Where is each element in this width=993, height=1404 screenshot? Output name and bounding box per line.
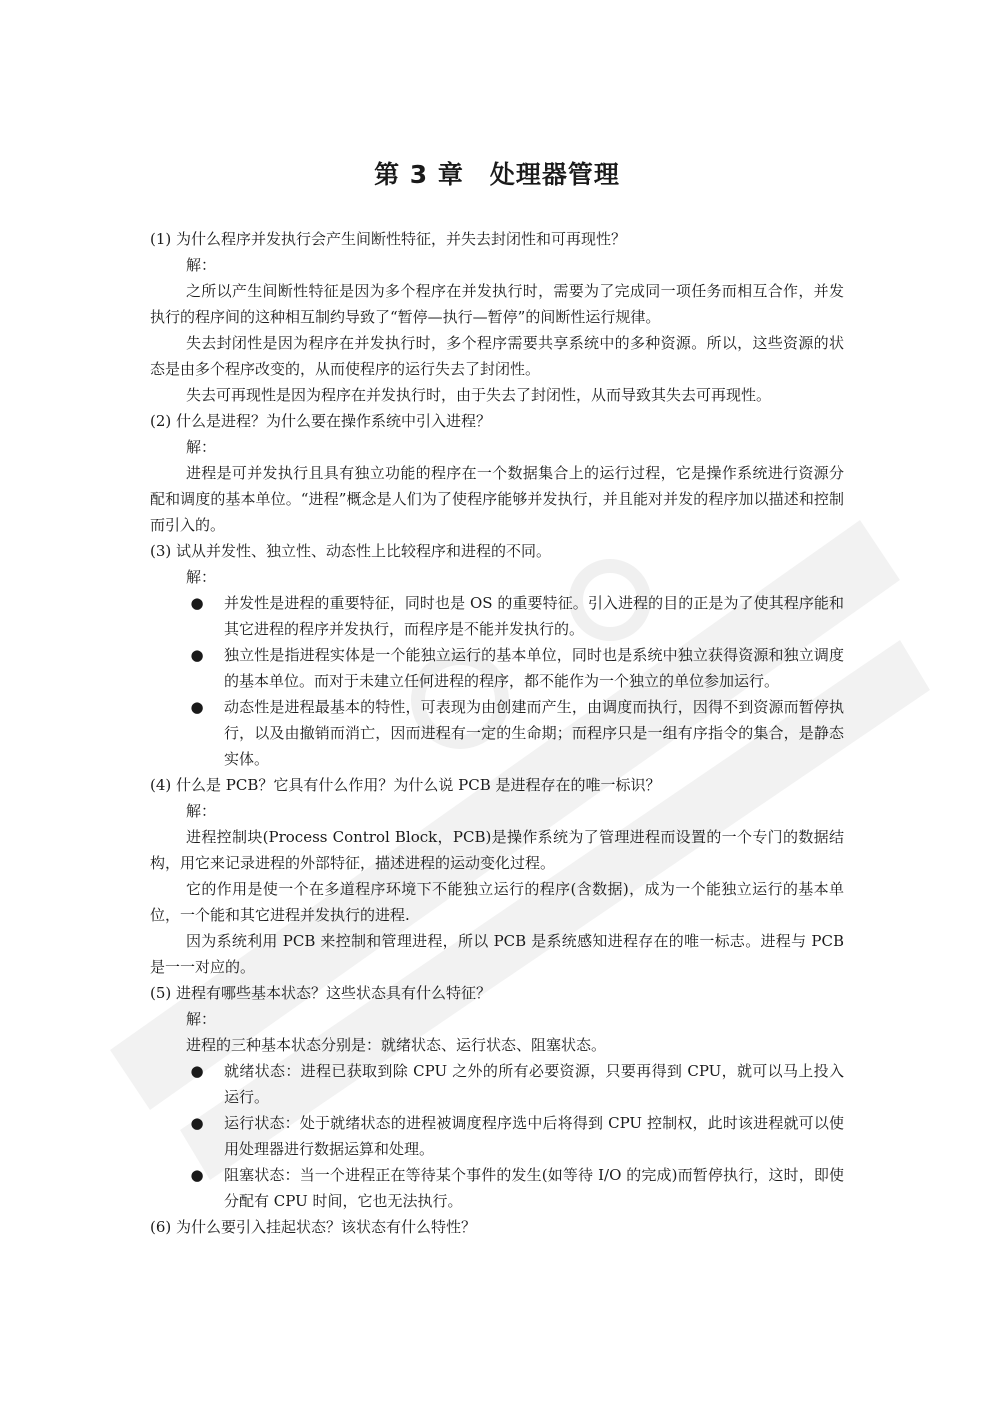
bullet-item: [150, 642, 844, 694]
chapter-title: 第 3 章 处理器管理: [374, 160, 620, 189]
bullet-list: [150, 590, 844, 772]
question-section: [150, 538, 844, 772]
answer-paragraph: 进程的三种基本状态分别是：就绪状态、运行状态、阻塞状态。: [186, 1036, 607, 1054]
question-text: (2) 什么是进程？为什么要在操作系统中引入进程？: [150, 412, 492, 430]
bullet-icon: ●: [190, 1062, 204, 1080]
question-section: [150, 226, 844, 408]
question-text: (6) 为什么要引入挂起状态？该状态有什么特性？: [150, 1218, 477, 1236]
answer-label: 解：: [186, 568, 217, 586]
answer-paragraph: 之所以产生间断性特征是因为多个程序在并发执行时，需要为了完成同一项任务而相互合作，并发执行的程序间的这种相互制约导致了“暂停—执行—暂停”的间断性运行规律。: [150, 282, 844, 326]
bullet-icon: ●: [190, 594, 204, 612]
bullet-icon: ●: [190, 646, 204, 664]
bullet-list: [150, 1058, 844, 1214]
bullet-item: [150, 694, 844, 772]
bullet-item: [150, 1058, 844, 1110]
bullet-icon: ●: [190, 1166, 204, 1184]
question-section: [150, 980, 844, 1214]
question-text: (3) 试从并发性、独立性、动态性上比较程序和进程的不同。: [150, 542, 552, 560]
answer-paragraph: 进程控制块(Process Control Block，PCB)是操作系统为了管理进程而设置的一个专门的数据结构，用它来记录进程的外部特征，描述进程的运动变化过程。: [150, 828, 844, 872]
bullet-text: 并发性是进程的重要特征，同时也是 OS 的重要特征。引入进程的目的正是为了使其程序能和其它进程的程序并发执行，而程序是不能并发执行的。: [224, 594, 844, 638]
bullet-text: 运行状态：处于就绪状态的进程被调度程序选中后将得到 CPU 控制权，此时该进程就可以使用处理器进行数据运算和处理。: [224, 1114, 844, 1158]
question-section: [150, 1214, 844, 1240]
answer-paragraph: 进程是可并发执行且具有独立功能的程序在一个数据集合上的运行过程，它是操作系统进行资源分配和调度的基本单位。“进程”概念是人们为了使程序能够并发执行，并且能对并发的程序加以描述和控制而引入的。: [150, 464, 844, 534]
answer-paragraph: 它的作用是使一个在多道程序环境下不能独立运行的程序(含数据)，成为一个能独立运行的基本单位，一个能和其它进程并发执行的进程.: [150, 880, 844, 924]
answer-label: 解：: [186, 438, 217, 456]
bullet-icon: ●: [190, 698, 204, 716]
bullet-text: 阻塞状态：当一个进程正在等待某个事件的发生(如等待 I/O 的完成)而暂停执行，这时，即使分配有 CPU 时间，它也无法执行。: [224, 1166, 844, 1210]
answer-paragraph: 失去可再现性是因为程序在并发执行时，由于失去了封闭性，从而导致其失去可再现性。: [186, 386, 772, 404]
bullet-icon: ●: [190, 1114, 204, 1132]
answer-label: 解：: [186, 256, 217, 274]
answer-paragraph: 因为系统利用 PCB 来控制和管理进程，所以 PCB 是系统感知进程存在的唯一标志。进程与 PCB 是一一对应的。: [150, 932, 844, 976]
bullet-item: [150, 590, 844, 642]
answer-label: 解：: [186, 802, 217, 820]
question-text: (5) 进程有哪些基本状态？这些状态具有什么特征？: [150, 984, 492, 1002]
document-page: [150, 150, 844, 1240]
answer-label: 解：: [186, 1010, 217, 1028]
bullet-item: [150, 1110, 844, 1162]
question-text: (4) 什么是 PCB？它具有什么作用？为什么说 PCB 是进程存在的唯一标识？: [150, 776, 661, 794]
question-section: [150, 408, 844, 538]
bullet-text: 独立性是指进程实体是一个能独立运行的基本单位，同时也是系统中独立获得资源和独立调度的基本单位。而对于未建立任何进程的程序，都不能作为一个独立的单位参加运行。: [224, 646, 844, 690]
question-section: [150, 772, 844, 980]
bullet-text: 就绪状态：进程已获取到除 CPU 之外的所有必要资源，只要再得到 CPU，就可以马上投入运行。: [224, 1062, 844, 1106]
answer-paragraph: 失去封闭性是因为程序在并发执行时，多个程序需要共享系统中的多种资源。所以，这些资源的状态是由多个程序改变的，从而使程序的运行失去了封闭性。: [150, 334, 844, 378]
question-text: (1) 为什么程序并发执行会产生间断性特征，并失去封闭性和可再现性？: [150, 230, 627, 248]
bullet-text: 动态性是进程最基本的特性，可表现为由创建而产生，由调度而执行，因得不到资源而暂停执行，以及由撤销而消亡，因而进程有一定的生命期；而程序只是一组有序指令的集合，是静态实体。: [224, 698, 844, 768]
bullet-item: [150, 1162, 844, 1214]
